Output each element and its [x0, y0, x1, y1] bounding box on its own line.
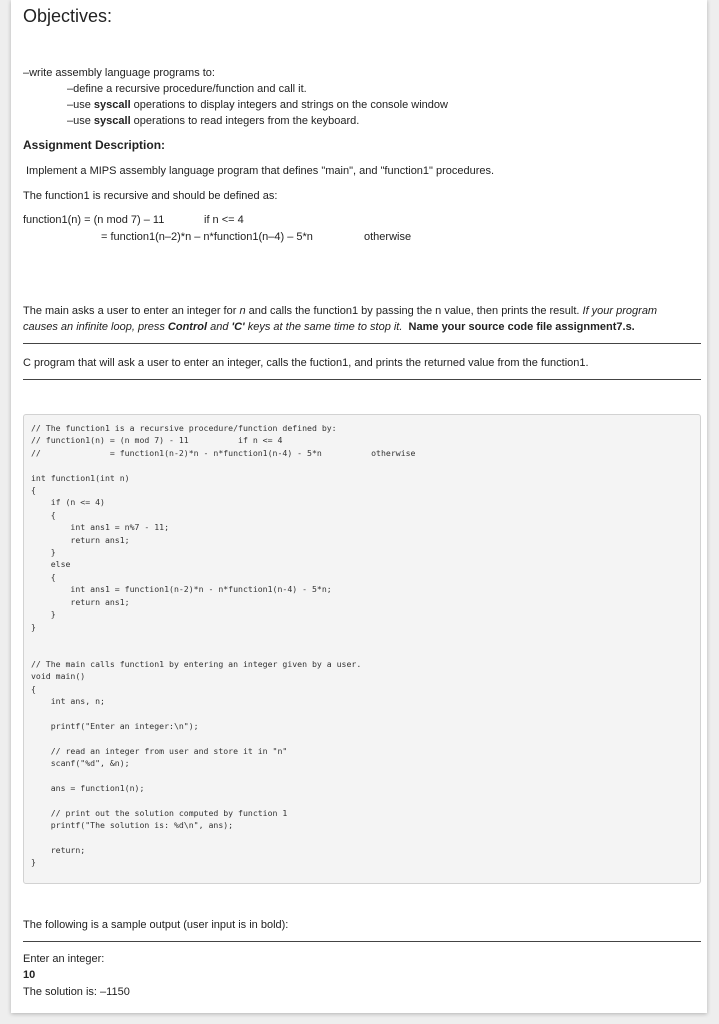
definition-condition-2: otherwise [364, 231, 412, 243]
control-key: Control [167, 321, 208, 333]
italic-warning: and [207, 321, 232, 333]
c-source-code: // The function1 is a recursive procedure/function defined by: // function1(n) = (n mod 7) - 11 if n <= 4 // = function1(n-2)*n - n*function1(n-4) - 5*n otherwise int function1(int n) { if (n <= 4) { int ans1 = n%7 - 11; return ans1; } else { int ans1 = function1(n-2)*n - n*function1(n-4) - 5*n; return ans1; } } // The main calls function1 by entering an integer given by a user. void main() { int ans, n; printf("Enter an integer:\n"); // read an integer from user and store it in "n" scanf("%d", &n); ans = function1(n); // print out the solution computed by function 1 printf("The solution is: %d\n", ans); return; } [31, 423, 416, 868]
divider [23, 343, 701, 344]
function-definition-intro: The function1 is recursive and should be defined as: [23, 190, 278, 202]
italic-warning: keys at the same time to stop it. [244, 321, 403, 333]
italic-warning: If your program [582, 305, 658, 317]
objective-item [67, 82, 307, 96]
filename-instruction: Name your source code file assignment7.s. [408, 321, 635, 333]
text: The main asks a user to enter an integer for [23, 305, 240, 317]
objective-text: operations to display integers and strings on the console window [130, 99, 448, 111]
definition-line-1: function1(n) = (n mod 7) – 11 [23, 214, 165, 226]
objective-item [67, 98, 448, 112]
objective-text: –use [67, 99, 94, 111]
objective-text: –use [67, 115, 94, 127]
c-program-description: C program that will ask a user to enter an integer, calls the fuction1, and prints the returned value from the function1. [23, 357, 589, 369]
sample-result: The solution is: –1150 [23, 986, 130, 998]
objectives-title: Objectives: [23, 6, 113, 26]
main-description-line-2 [23, 320, 635, 334]
sample-user-input: 10 [23, 969, 36, 981]
objective-text: operations to read integers from the keyboard. [130, 115, 360, 127]
sample-prompt: Enter an integer: [23, 953, 105, 965]
divider [23, 941, 701, 942]
objective-item [67, 114, 359, 128]
document-page [11, 0, 707, 1013]
divider [23, 379, 701, 380]
assignment-paragraph: Implement a MIPS assembly language program that defines "main", and "function1" procedures. [26, 165, 495, 177]
text: and calls the function1 by passing the n value, then prints the result. [245, 305, 583, 317]
main-description-line-1 [23, 304, 657, 318]
assignment-heading: Assignment Description: [23, 138, 166, 152]
definition-line-2: = function1(n–2)*n – n*function1(n–4) – 5*n [101, 231, 313, 243]
code-block [23, 414, 701, 884]
objective-text: –define a recursive procedure/function and call it. [67, 83, 307, 95]
objectives-intro: –write assembly language programs to: [23, 67, 215, 79]
c-key: 'C' [231, 321, 245, 333]
objective-keyword: syscall [93, 99, 131, 111]
italic-warning: causes an infinite loop, press [23, 321, 168, 333]
definition-condition-1: if n <= 4 [204, 214, 244, 226]
objective-keyword: syscall [93, 115, 131, 127]
variable-n: n [239, 305, 246, 317]
sample-output-intro: The following is a sample output (user input is in bold): [23, 919, 289, 931]
